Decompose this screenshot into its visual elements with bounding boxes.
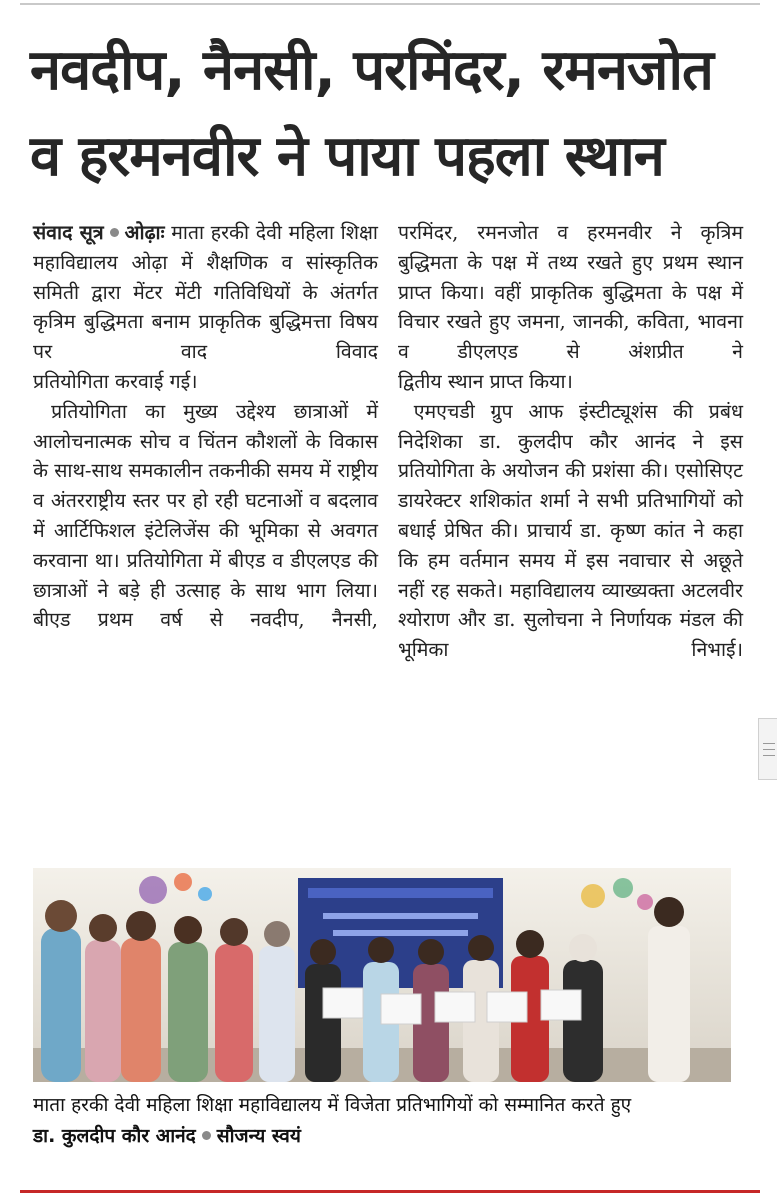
caption-credit: सौजन्य स्वयं (216, 1125, 301, 1147)
handle-grip-icon (763, 749, 775, 750)
headline-line-2: व हरमनवीर ने पाया पहला स्थान (30, 124, 664, 189)
side-handle[interactable] (758, 718, 777, 780)
text-line: बुद्धिमत्ता विषय पर वाद विवाद (33, 310, 379, 364)
bullet-icon (202, 1131, 211, 1140)
text-line: परमिंदर, रमनजोत व हरमनवीर ने (398, 221, 682, 244)
text-line: डीएलएड की छात्राओं ने बड़े ही (33, 548, 378, 602)
event-photo (33, 868, 731, 1082)
text-line: हुए प्रथम स्थान प्राप्त किया। वहीं (398, 250, 743, 304)
text-line: कांत ने कहा कि हम वर्तमान समय में (398, 518, 744, 572)
bottom-divider (20, 1190, 760, 1193)
text-line: प्रतियोगिता करवाई गई। (33, 369, 198, 393)
text-line: रखते हुए जमना, जानकी, कविता, (446, 310, 691, 334)
text-line: इस नवाचार से अछूते नहीं रह (398, 548, 743, 602)
text-line: व अंतरराष्ट्रीय स्तर पर हो रही (33, 489, 239, 513)
dateline: ओढ़ाः (124, 221, 165, 244)
headline-line-1: नवदीप, नैनसी, परमिंदर, रमनजोत (30, 38, 713, 103)
text-line: सकते। महाविद्यालय व्याख्यक्ता (456, 578, 675, 602)
bullet-icon (110, 228, 119, 237)
text-line: बधाई प्रेषित की। प्राचार्य डा. कृष्ण (398, 518, 646, 542)
photo-caption (33, 1090, 733, 1152)
text-line: शैक्षणिक व सांस्कृतिक समिती द्वारा (33, 250, 378, 304)
text-line: एमएचडी ग्रुप आफ इंस्टीट्यूशंस की (413, 399, 694, 423)
text-line: करवाना था। प्रतियोगिता में बीएड व (33, 548, 284, 572)
text-line: कौशलों के विकास के साथ-साथ (33, 429, 378, 483)
caption-line-2 (33, 1121, 733, 1152)
text-line: कृत्रिम बुद्धिमता बनाम प्राकृतिक (33, 310, 261, 334)
text-line: प्राकृतिक बुद्धिमता के पक्ष में विचार (398, 280, 743, 334)
text-line: कृत्रिम बुद्धिमता के पक्ष में तथ्य रखते (398, 221, 743, 274)
text-line: घटनाओं व बदलाव में आर्टिफिशल (33, 489, 378, 542)
byline: संवाद सूत्र (33, 221, 104, 244)
caption-line-1: माता हरकी देवी महिला शिक्षा महाविद्यालय में विजेता प्रतिभागियों को सम्मानित करते हुए (33, 1094, 632, 1116)
text-line: मेंटर मेंटी गतिविधियों के अंतर्गत (133, 280, 378, 304)
paragraph-2 (33, 397, 378, 635)
paragraph-3 (398, 218, 743, 367)
handle-grip-icon (763, 755, 775, 756)
headline (30, 28, 750, 200)
paragraph-1-end (33, 367, 378, 397)
text-line: ने निर्णायक मंडल की भूमिका निभाई। (398, 608, 743, 662)
text-line: भावना व डीएलएड से अंशप्रीत ने (398, 310, 744, 364)
text-line: उत्साह के साथ भाग लिया। बीएड (33, 578, 379, 632)
text-line: द्वितीय स्थान प्राप्त किया। (398, 369, 573, 393)
top-divider (20, 3, 760, 5)
article-column-right (398, 218, 743, 665)
text-line: में आलोचनात्मक सोच व चिंतन (33, 399, 378, 453)
text-line: माता हरकी देवी (171, 221, 282, 244)
text-line: इंटेलिजेंस की भूमिका से अवगत (144, 518, 379, 542)
text-line: प्रबंध निदेशिका डा. कुलदीप कौर (398, 399, 744, 453)
text-line: महिला शिक्षा महाविद्यालय ओढ़ा में (33, 221, 378, 274)
caption-name: डा. कुलदीप कौर आनंद (33, 1125, 196, 1147)
text-line: प्रतियोगिता का मुख्य उद्देश्य छात्राओं (51, 399, 349, 423)
event-photo-illustration (33, 868, 731, 1082)
paragraph-1 (33, 218, 378, 367)
paragraph-3-end (398, 367, 743, 397)
handle-grip-icon (763, 743, 775, 744)
text-line: प्रथम वर्ष से नवदीप, नैनसी, (97, 608, 379, 632)
text-line: शशिकांत शर्मा ने सभी प्रतिभागियों को (469, 489, 743, 513)
text-line: अटलवीर श्योराण और डा. सुलोचना (398, 578, 743, 632)
article-column-left (33, 218, 378, 635)
text-line: की प्रशंसा की। एसोसिएट डायरेक्टर (398, 459, 743, 513)
text-line: समकालीन तकनीकी समय में राष्ट्रीय (128, 459, 378, 483)
paragraph-4 (398, 397, 743, 665)
text-line: आनंद ने इस प्रतियोगिता के अयोजन (398, 429, 743, 483)
